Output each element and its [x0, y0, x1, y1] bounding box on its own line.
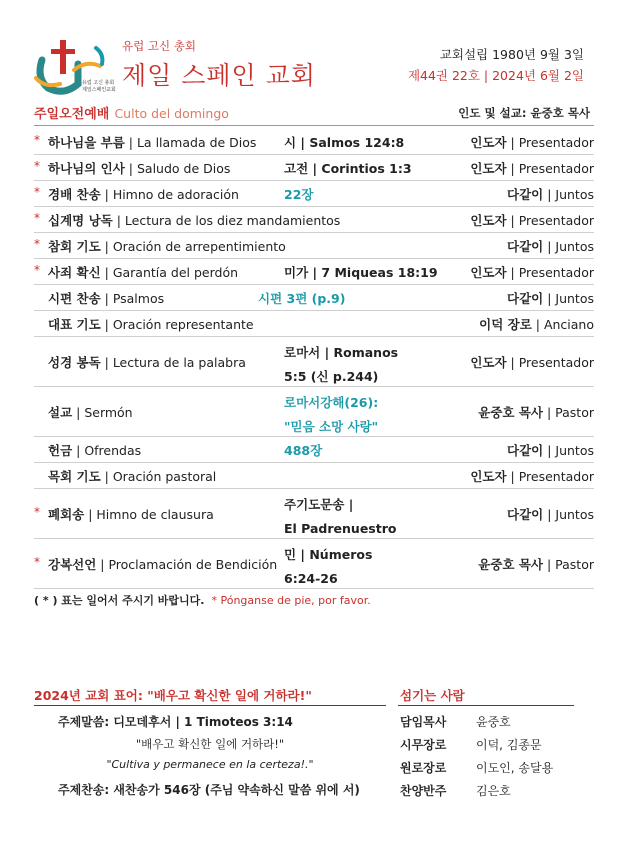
server-role: 원로장로 — [400, 761, 447, 775]
item-detail: 주기도문송 | El Padrenuestro — [284, 497, 397, 536]
item-detail: 488장 — [284, 443, 323, 458]
item-presenter: 인도자 | Presentador — [470, 355, 594, 370]
issue-date: 제44권 22호 | 2024년 6월 2일 — [407, 68, 584, 83]
item-title-es: | Lectura de la palabra — [100, 355, 246, 370]
service-row — [34, 436, 594, 463]
item-presenter: 이덕 장로 | Anciano — [479, 317, 594, 332]
item-title-ko: 목회 기도 — [48, 469, 101, 484]
item-title-es: | Saludo de Dios — [124, 161, 231, 176]
item-title-es: | Psalmos — [100, 291, 165, 306]
server-name: 이도인, 송달용 — [476, 761, 554, 775]
item-title-ko: 강복선언 — [48, 557, 97, 572]
item-detail: 시편 3편 (p.9) — [258, 291, 346, 306]
item-title-ko: 참회 기도 — [48, 239, 101, 254]
stand-marker: * — [34, 211, 40, 225]
service-row — [34, 310, 594, 337]
item-detail: 22장 — [284, 187, 314, 202]
stand-marker: * — [34, 505, 40, 519]
svg-text:제일스페인교회: 제일스페인교회 — [82, 87, 116, 93]
servers-heading: 섬기는 사람 — [400, 688, 465, 703]
item-title-ko: 성경 봉독 — [48, 355, 101, 370]
service-title-es: Culto del domingo — [114, 106, 229, 121]
service-row — [34, 538, 594, 589]
item-title-es: | Himno de clausura — [84, 507, 214, 522]
item-presenter: 인도자 | Presentador — [470, 265, 594, 280]
divider — [34, 705, 386, 706]
service-header — [34, 103, 594, 126]
item-presenter: 인도자 | Presentador — [470, 135, 594, 150]
item-detail: 로마서 | Romanos 5:5 (신 p.244) — [284, 345, 399, 384]
item-title-es: | Ofrendas — [72, 443, 142, 458]
item-title-ko: 사죄 확신 — [48, 265, 101, 280]
verse-es: "Cultiva y permanece en la certeza!." — [106, 758, 314, 771]
item-title-ko: 경배 찬송 — [48, 187, 101, 202]
service-row — [34, 462, 594, 489]
item-title-ko: 설교 — [48, 405, 73, 420]
item-title-es: | Oración pastoral — [100, 469, 217, 484]
item-presenter: 인도자 | Presentador — [470, 213, 594, 228]
item-presenter: 인도자 | Presentador — [470, 469, 594, 484]
service-row — [34, 488, 594, 539]
service-leader: 인도 및 설교: 윤중호 목사 — [458, 106, 590, 120]
item-title-es: | Garantía del perdón — [100, 265, 239, 280]
item-presenter: 윤중호 목사 | Pastor — [478, 405, 594, 420]
item-title-ko: 십계명 낭독 — [48, 213, 113, 228]
item-detail: 미가 | 7 Miqueas 18:19 — [284, 265, 438, 280]
item-presenter: 인도자 | Presentador — [470, 161, 594, 176]
item-title-es: | Lectura de los diez mandamientos — [112, 213, 341, 228]
stand-marker: * — [34, 185, 40, 199]
service-title-ko: 주일오전예배 — [34, 107, 110, 122]
server-role: 담임목사 — [400, 715, 447, 729]
divider — [398, 705, 574, 706]
item-presenter: 다같이 | Juntos — [507, 443, 594, 458]
motto-heading: 2024년 교회 표어: "배우고 확신한 일에 거하라!" — [34, 688, 312, 703]
server-name: 이덕, 김종문 — [476, 738, 542, 752]
item-title-es: | La llamada de Dios — [124, 135, 257, 150]
server-row — [400, 713, 511, 730]
item-title-ko: 하나님을 부름 — [48, 135, 125, 150]
service-row — [34, 232, 594, 259]
verse-ko: "배우고 확신한 일에 거하라!" — [135, 737, 285, 751]
server-row — [400, 736, 542, 753]
assembly-subtitle: 유럽 고신 총회 — [122, 39, 196, 53]
svg-text:유럽 고신 총회: 유럽 고신 총회 — [82, 80, 115, 86]
item-title-ko: 대표 기도 — [48, 317, 101, 332]
item-title-ko: 폐회송 — [48, 507, 85, 522]
item-title-es: | Oración representante — [100, 317, 254, 332]
item-title-ko: 하나님의 인사 — [48, 161, 125, 176]
server-row — [400, 782, 511, 799]
service-row — [34, 284, 594, 311]
verse-label: 주제말씀: 디모데후서 | 1 Timoteos 3:14 — [58, 715, 293, 729]
service-row — [34, 154, 594, 181]
server-role: 찬양반주 — [400, 784, 447, 798]
item-title-es: | Sermón — [72, 405, 133, 420]
item-title-es: | Oración de arrepentimiento — [100, 239, 286, 254]
stand-marker: * — [34, 133, 40, 147]
service-row — [34, 180, 594, 207]
item-detail: 시 | Salmos 124:8 — [284, 135, 405, 150]
stand-marker: * — [34, 263, 40, 277]
service-row — [34, 258, 594, 285]
theme-hymn: 주제찬송: 새찬송가 546장 (주님 약속하신 말씀 위에 서) — [58, 783, 360, 797]
church-title: 제일 스페인 교회 — [122, 61, 316, 90]
stand-note: ( * ) 표는 일어서 주시기 바랍니다. * Pónganse de pie, por favor. — [34, 594, 371, 607]
service-row — [34, 206, 594, 233]
server-role: 시무장로 — [400, 738, 447, 752]
item-detail: 고전 | Corintios 1:3 — [284, 161, 412, 176]
item-presenter: 다같이 | Juntos — [507, 507, 594, 522]
item-detail: 로마서강해(26): "믿음 소망 사랑" — [284, 395, 379, 434]
item-presenter: 다같이 | Juntos — [507, 291, 594, 306]
server-row — [400, 759, 553, 776]
founded-date: 교회설립 1980년 9월 3일 — [439, 47, 584, 62]
server-name: 김은호 — [476, 784, 511, 798]
item-title-ko: 헌금 — [48, 443, 73, 458]
service-row — [34, 128, 594, 155]
item-title-es: | Himno de adoración — [100, 187, 239, 202]
item-detail: 민 | Números 6:24-26 — [284, 547, 373, 586]
stand-marker: * — [34, 237, 40, 251]
stand-marker: * — [34, 555, 40, 569]
item-presenter: 윤중호 목사 | Pastor — [478, 557, 594, 572]
item-presenter: 다같이 | Juntos — [507, 187, 594, 202]
item-presenter: 다같이 | Juntos — [507, 239, 594, 254]
service-row — [34, 336, 594, 387]
item-title-es: | Proclamación de Bendición — [96, 557, 278, 572]
item-title-ko: 시편 찬송 — [48, 291, 101, 306]
service-row — [34, 386, 594, 437]
stand-marker: * — [34, 159, 40, 173]
church-logo — [34, 38, 116, 94]
server-name: 윤중호 — [476, 715, 511, 729]
